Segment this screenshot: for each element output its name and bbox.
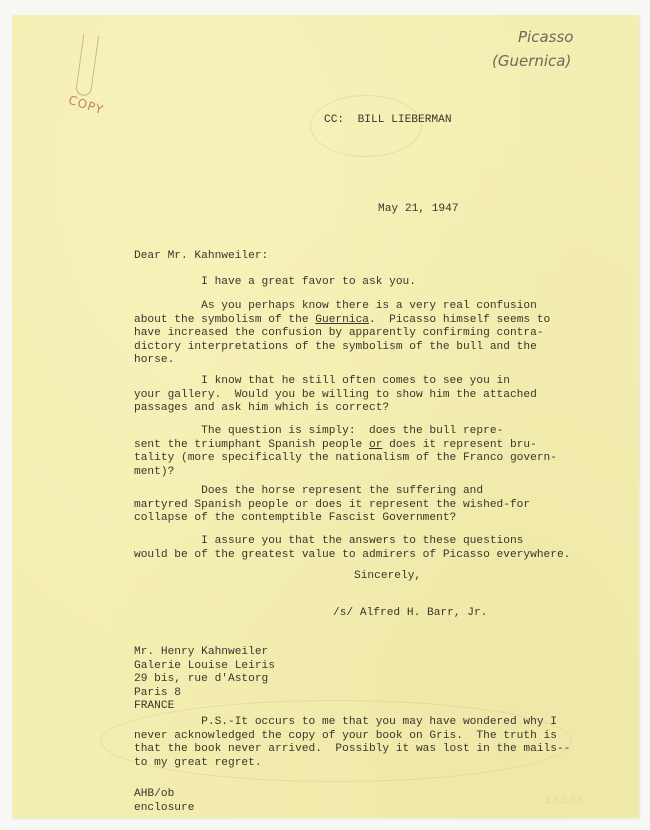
paragraph-line: passages and ask him which is correct? xyxy=(134,402,390,414)
handwritten-note-guernica: (Guernica) xyxy=(492,52,572,70)
paragraph-line: The question is simply: does the bull repre- xyxy=(134,425,504,437)
closing: Sincerely, xyxy=(354,570,422,582)
paragraph-line: have increased the confusion by apparently confirming contra- xyxy=(134,327,544,339)
paragraph-line: does it represent bru- xyxy=(382,438,537,451)
cc-line: CC: BILL LIEBERMAN xyxy=(324,114,452,126)
signature: /s/ Alfred H. Barr, Jr. xyxy=(333,607,488,619)
paragraph-line: I have a great favor to ask you. xyxy=(134,276,416,288)
paragraph-line: ment)? xyxy=(134,465,175,478)
address-line: 29 bis, rue d'Astorg xyxy=(134,673,269,685)
postscript-line: never acknowledged the copy of your book on Gris. The truth is xyxy=(134,729,557,742)
postscript-line: to my great regret. xyxy=(134,756,262,769)
paragraph-line: collapse of the contemptible Fascist Government? xyxy=(134,512,457,524)
handwritten-note-picasso: Picasso xyxy=(518,28,574,46)
reference-block xyxy=(134,788,194,815)
address-line: FRANCE xyxy=(134,700,175,712)
paragraph-3 xyxy=(134,375,537,416)
paragraph-line: horse. xyxy=(134,354,175,366)
letter-date: May 21, 1947 xyxy=(378,203,459,215)
address-line: Paris 8 xyxy=(134,686,181,699)
paragraph-line: tality (more specifically the nationalism of the Franco govern- xyxy=(134,452,557,464)
paragraph-line: As you perhaps know there is a very real confusion xyxy=(134,300,537,312)
archive-number: 1.3.3.4.6 xyxy=(545,795,584,806)
guernica-title: Guernica xyxy=(315,313,369,326)
reference-initials: AHB/ob xyxy=(134,788,175,800)
postscript xyxy=(134,716,570,770)
paragraph-line: martyred Spanish people or does it represent the wished-for xyxy=(134,498,531,511)
paragraph-line: about the symbolism of the xyxy=(134,313,316,326)
recipient-address xyxy=(134,646,275,714)
paragraph-line: . Picasso himself seems to xyxy=(369,313,551,326)
paragraph-line: would be of the greatest value to admirers of Picasso everywhere. xyxy=(134,548,571,561)
postscript-line: P.S.-It occurs to me that you may have wondered why I xyxy=(134,716,557,728)
paragraph-line: I assure you that the answers to these questions xyxy=(134,535,524,547)
paragraph-1 xyxy=(134,276,416,290)
emphasis-or: or xyxy=(368,438,383,451)
paragraph-line: Does the horse represent the suffering and xyxy=(134,485,484,497)
postscript-line: that the book never arrived. Possibly it was lost in the mails-- xyxy=(134,743,571,755)
paragraph-line: dictory interpretations of the symbolism of the bull and the xyxy=(134,340,537,353)
handwritten-copy-mark: COPY xyxy=(66,92,106,118)
address-line: Mr. Henry Kahnweiler xyxy=(134,646,269,658)
paragraph-2 xyxy=(134,300,550,368)
paragraph-line: sent the triumphant Spanish people xyxy=(134,438,369,451)
address-line: Galerie Louise Leiris xyxy=(134,659,275,672)
paragraph-line: I know that he still often comes to see you in xyxy=(134,375,510,387)
enclosure-note: enclosure xyxy=(134,801,195,814)
paragraph-5 xyxy=(134,485,530,526)
paragraph-line: your gallery. Would you be willing to show him the attached xyxy=(134,388,537,401)
salutation: Dear Mr. Kahnweiler: xyxy=(134,250,269,262)
paragraph-4 xyxy=(134,425,557,479)
paragraph-6 xyxy=(134,535,570,562)
